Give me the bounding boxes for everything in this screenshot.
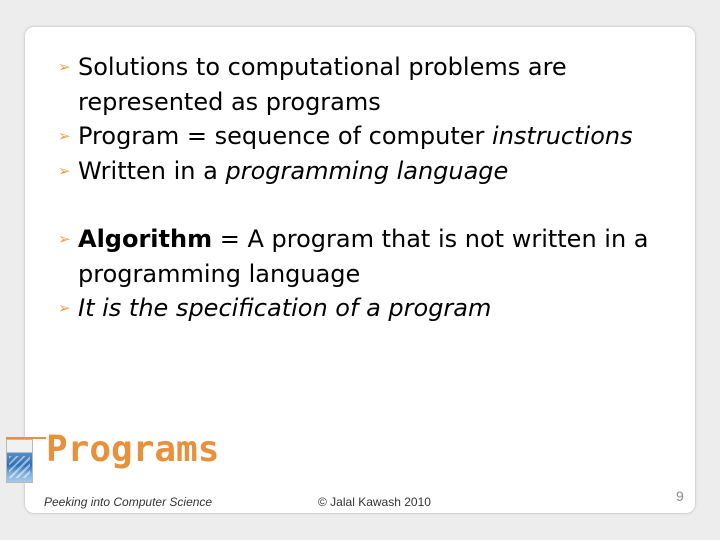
bullet-text: Program = sequence of computer <box>78 122 493 150</box>
bullet-arrow-icon: ➢ <box>58 299 71 317</box>
footer-copyright: © Jalal Kawash 2010 <box>318 495 431 509</box>
footer-book-title: Peeking into Computer Science <box>44 495 213 509</box>
bullet-list <box>58 50 678 326</box>
page-number: 9 <box>676 488 684 504</box>
bullet-text: Written in a <box>78 156 226 185</box>
bullet-item <box>58 119 678 154</box>
bullet-arrow-icon: ➢ <box>58 58 71 76</box>
bullet-item <box>58 154 678 189</box>
bullet-text: Solutions to computational problems are represented as programs <box>78 53 567 116</box>
bullet-arrow-icon: ➢ <box>58 161 71 180</box>
bullet-text-italic: instructions <box>492 122 633 150</box>
bullet-item <box>58 222 678 291</box>
bullet-item <box>58 50 678 119</box>
slide-title: Programs <box>46 429 220 470</box>
bullet-text-italic: programming language <box>225 156 509 185</box>
bullet-text: = A program that is not written in a programming language <box>78 225 649 288</box>
bullet-item <box>58 291 678 326</box>
bullet-text-italic: It is the specification of a program <box>78 294 492 322</box>
book-cover-thumbnail <box>6 439 33 483</box>
bullet-arrow-icon: ➢ <box>58 127 71 145</box>
bullet-gap <box>58 188 678 222</box>
bullet-text-bold: Algorithm <box>78 225 213 253</box>
bullet-arrow-icon: ➢ <box>58 230 71 248</box>
